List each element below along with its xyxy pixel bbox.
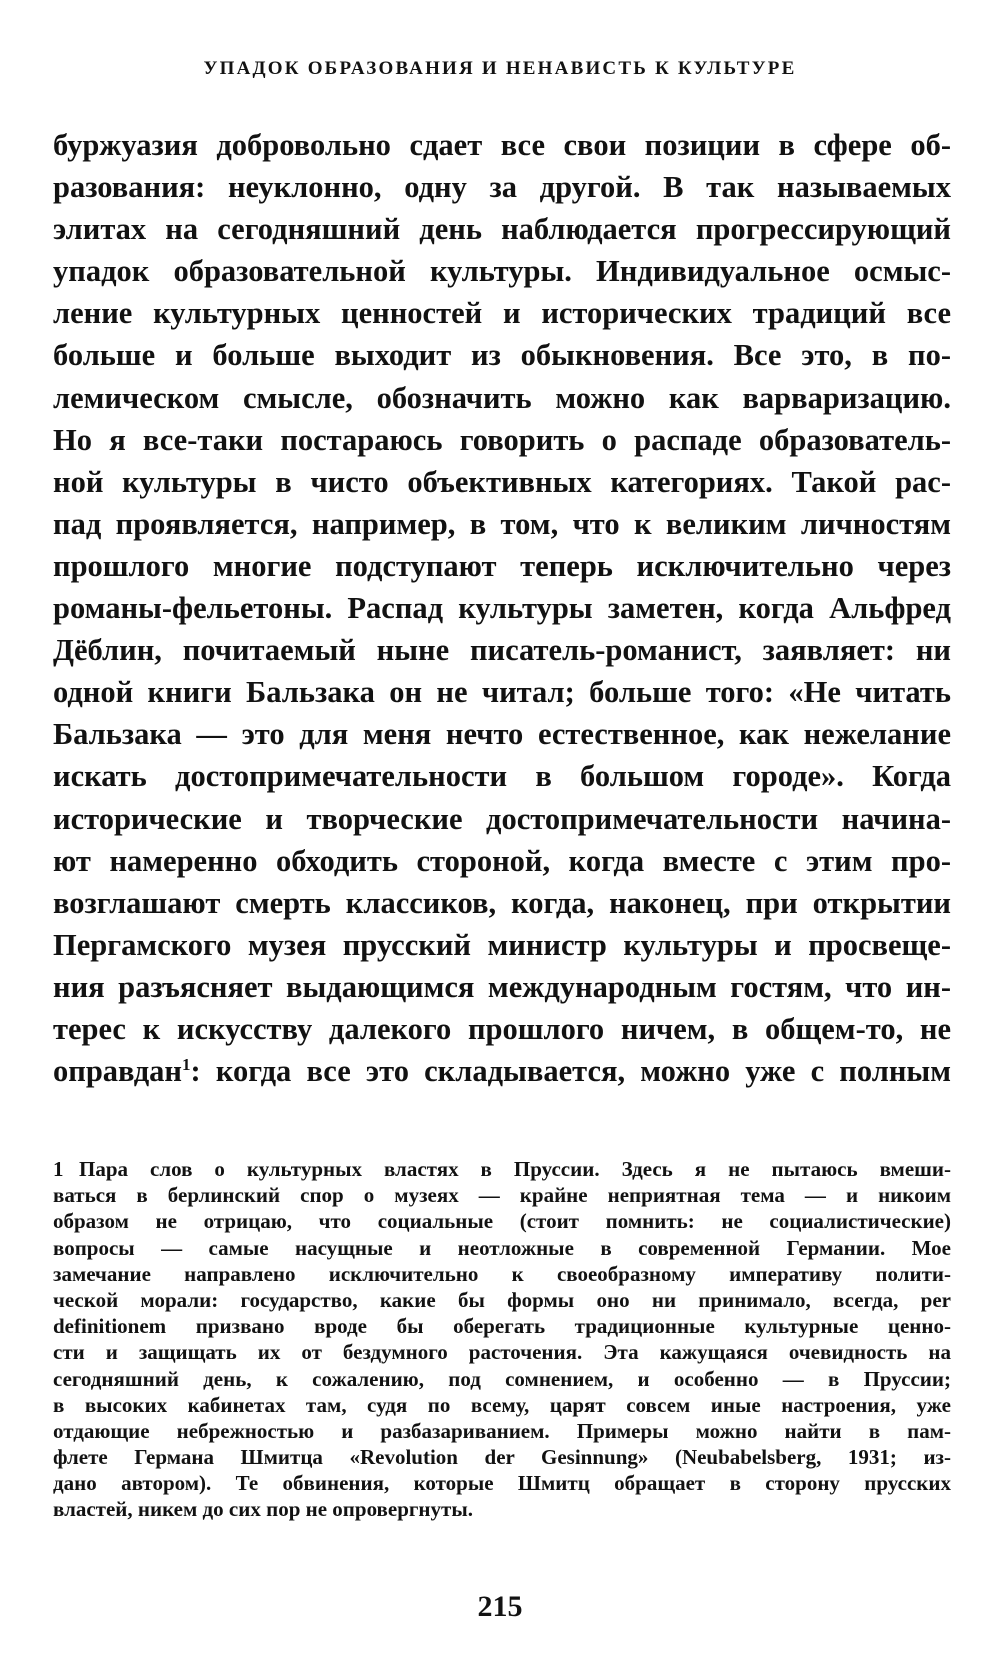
- footnote-line: ваться в берлинский спор о музеях — крайне неприятная тема — и никоим: [53, 1183, 951, 1208]
- footnote-line: сегодняшний день, к сожалению, под сомнением, и особенно — в Пруссии;: [53, 1366, 951, 1391]
- text-line: Бальзака — это для меня нечто естественное, как нежелание: [53, 717, 951, 752]
- footnote-line: замечание направлено исключительно к своеобразному императиву полити-: [53, 1261, 951, 1286]
- text-line: возглашают смерть классиков, когда, наконец, при открытии: [53, 885, 951, 920]
- text-line: прошлого многие подступают теперь исключительно через: [53, 548, 951, 583]
- footnote-block: [53, 1156, 951, 1523]
- footnote-marker: 1: [53, 1157, 64, 1181]
- footnote-line: [53, 1156, 951, 1182]
- text-line: одной книги Бальзака он не читал; больше того: «Не читать: [53, 675, 951, 710]
- running-header: УПАДОК ОБРАЗОВАНИЯ И НЕНАВИСТЬ К КУЛЬТУРЕ: [203, 58, 797, 79]
- footnote-line: сти и защищать их от бездумного расточения. Эта кажущаяся очевидность на: [53, 1340, 951, 1365]
- text-line: романы-фельетоны. Распад культуры заметен, когда Альфред: [53, 591, 951, 626]
- text-line: ной культуры в чисто объективных категориях. Такой рас-: [53, 464, 951, 499]
- text-line: больше и больше выходит из обыкновения. Все это, в по-: [53, 338, 951, 373]
- text-line: упадок образовательной культуры. Индивидуальное осмыс-: [53, 254, 951, 289]
- footnote-reference[interactable]: 1: [182, 1054, 191, 1074]
- footnote-line: ческой морали: государство, какие бы формы оно ни принимало, всегда, per: [53, 1287, 951, 1312]
- footnote-text: Пара слов о культурных властях в Пруссии. Здесь я не пытаюсь вмеши-: [79, 1157, 951, 1181]
- text-fragment: : когда все это складывается, можно уже с полным: [190, 1054, 951, 1089]
- footnote-line: властей, никем до сих пор не опровергнуты.: [53, 1497, 473, 1522]
- text-line-with-footnote-ref: [53, 1050, 951, 1092]
- footnote-line: флете Германа Шмитца «Revolution der Gesinnung» (Neubabelsberg, 1931; из-: [53, 1445, 951, 1470]
- footnote-line: образом не отрицаю, что социальные (стоит помнить: не социалистические): [53, 1209, 951, 1234]
- text-line: буржуазия добровольно сдает все свои позиции в сфере об-: [53, 128, 951, 162]
- text-line: искать достопримечательности в большом городе». Когда: [53, 759, 951, 794]
- text-line: разования: неуклонно, одну за другой. В так называемых: [53, 170, 951, 205]
- text-line: исторические и творческие достопримечательности начина-: [53, 801, 951, 836]
- text-line: Пергамского музея прусский министр культуры и просвеще-: [53, 927, 951, 962]
- main-text: [53, 124, 951, 1092]
- text-fragment: оправдан: [53, 1054, 182, 1089]
- text-line: лемическом смысле, обозначить можно как варваризацию.: [53, 380, 951, 415]
- text-line: элитах на сегодняшний день наблюдается прогрессирующий: [53, 212, 951, 247]
- footnote-line: definitionem призвано вроде бы оберегать традиционные культурные ценно-: [53, 1314, 951, 1339]
- text-line: ление культурных ценностей и исторических традиций все: [53, 296, 951, 331]
- footnote-line: отдающие небрежностью и разбазариванием. Примеры можно найти в пам-: [53, 1418, 951, 1443]
- text-line: Дёблин, почитаемый ныне писатель-романист, заявляет: ни: [53, 633, 951, 668]
- text-line: пад проявляется, например, в том, что к великим личностям: [53, 506, 951, 541]
- footnote-line: в высоких кабинетах там, судя по всему, царят совсем иные настроения, уже: [53, 1392, 951, 1417]
- text-line: терес к искусству далекого прошлого ничем, в общем-то, не: [53, 1011, 951, 1046]
- text-line: ния разъясняет выдающимся международным гостям, что ин-: [53, 969, 951, 1004]
- text-line: ют намеренно обходить стороной, когда вместе с этим про-: [53, 843, 951, 878]
- footnote-line: вопросы — самые насущные и неотложные в современной Германии. Мое: [53, 1235, 951, 1260]
- footnote-line: дано автором). Те обвинения, которые Шмитц обращает в сторону прусских: [53, 1471, 951, 1496]
- text-line: Но я все-таки постараюсь говорить о распаде образователь-: [53, 422, 951, 457]
- page-number: 215: [477, 1590, 523, 1623]
